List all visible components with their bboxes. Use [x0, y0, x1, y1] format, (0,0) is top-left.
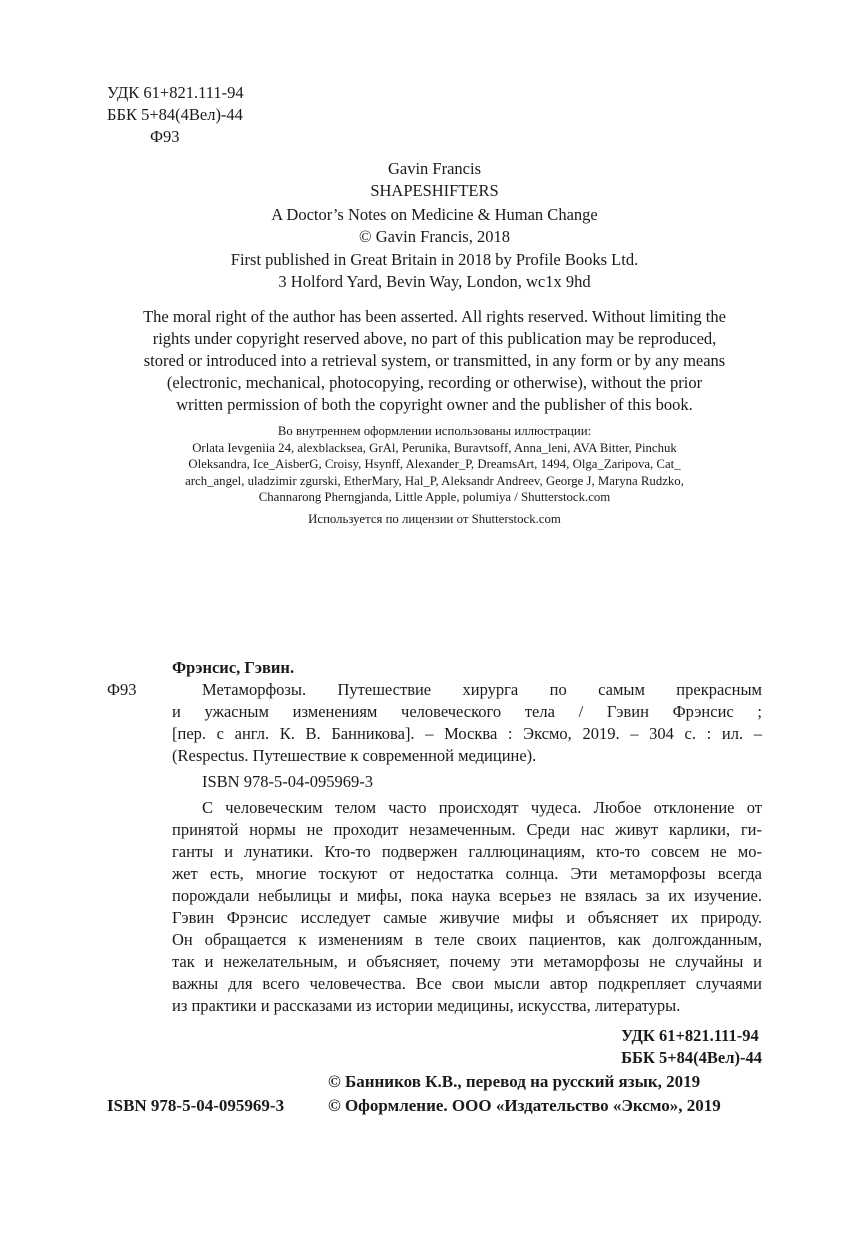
original-author: Gavin Francis: [387, 159, 482, 178]
rights-notice: [100, 306, 769, 416]
annotation-line: так и нежелательным, и объясняет, почему эти метаморфозы не случайны и: [172, 952, 762, 971]
annotation-line: Гэвин Фрэнсис исследует самые живучие мифы и объясняет их природу.: [172, 908, 762, 927]
annotation-line: жет есть, многие тоскуют от недостатка солнца. Эти метаморфозы всегда: [172, 864, 762, 883]
annotation: [172, 797, 762, 1017]
catalog-line: и ужасным изменениям человеческого тела / Гэвин Фрэнсис ;: [172, 702, 762, 721]
credits-line: Orlata Ievgeniia 24, alexblacksea, GrAl, Perunika, Buravtsoff, Anna_leni, AVA Bitter, Pinchuk: [192, 440, 677, 455]
rights-line: rights under copyright reserved above, no part of this publication may be reproduced,: [152, 329, 717, 348]
footer-codes: [621, 1025, 762, 1069]
rights-line: stored or introduced into a retrieval system, or transmitted, in any form or by any means: [143, 351, 726, 370]
footer-udk: УДК 61+821.111-94: [621, 1026, 759, 1045]
rights-line: The moral right of the author has been asserted. All rights reserved. Without limiting the: [143, 307, 726, 326]
rights-line: written permission of both the copyright owner and the publisher of this book.: [176, 395, 693, 414]
footer-bbk: ББК 5+84(4Вел)-44: [621, 1048, 762, 1067]
catalog-author: Фрэнсис, Гэвин.: [172, 658, 295, 677]
annotation-line: ганты и лунатики. Кто-то подвержен галлюцинациям, кто-то совсем не мо-: [172, 842, 762, 861]
catalog-line: (Respectus. Путешествие к современной медицине).: [172, 746, 537, 765]
catalog-sign: Ф93: [107, 680, 137, 699]
translation-copyright: © Банников К.В., перевод на русский язык, 2019: [328, 1072, 701, 1091]
rights-line: (electronic, mechanical, photocopying, recording or otherwise), without the prior: [166, 373, 703, 392]
catalog-isbn: ISBN 978-5-04-095969-3: [202, 772, 373, 791]
annotation-line: порождали небылицы и мифы, пока наука всерьез не взялась за их изучение.: [172, 886, 762, 905]
license-note: Используется по лицензии от Shutterstock.com: [308, 511, 561, 526]
credits-line: arch_angel, uladzimir zgurski, EtherMary, Hal_P, Aleksandr Andreev, George J, Maryna Rudzko,: [185, 473, 684, 488]
annotation-line: принятой нормы не проходит незамеченным. Среди нас живут карлики, ги-: [172, 820, 762, 839]
catalog-record: [172, 679, 762, 793]
illustrations-heading: Во внутреннем оформлении использованы иллюстрации:: [277, 424, 592, 438]
annotation-line: С человеческим телом часто происходят чудеса. Любое отклонение от: [202, 798, 762, 817]
publisher-address: 3 Holford Yard, Bevin Way, London, wc1x 9hd: [278, 272, 591, 291]
first-published: First published in Great Britain in 2018 by Profile Books Ltd.: [230, 250, 639, 269]
author-sign: Ф93: [150, 127, 180, 146]
design-copyright: © Оформление. ООО «Издательство «Эксмо», 2019: [328, 1096, 721, 1115]
original-copyright: © Gavin Francis, 2018: [359, 227, 510, 246]
header-codes: [107, 82, 244, 148]
annotation-line: Он обращается к изменениям в теле своих пациентов, как долгожданным,: [172, 930, 762, 949]
illustration-credits: [100, 423, 769, 527]
original-title: SHAPESHIFTERS: [370, 181, 499, 200]
credits-line: Channarong Pherngjanda, Little Apple, polumiya / Shutterstock.com: [258, 490, 611, 504]
annotation-line: из практики и рассказами из истории медицины, искусства, литературы.: [172, 996, 681, 1015]
original-subtitle: A Doctor’s Notes on Medicine & Human Change: [271, 205, 598, 224]
catalog-line: [пер. с англ. К. В. Банникова]. – Москва : Эксмо, 2019. – 304 с. : ил. –: [172, 724, 762, 743]
original-edition-info: [107, 158, 762, 293]
bbk-code: ББК 5+84(4Вел)-44: [107, 105, 243, 124]
catalog-line: Метаморфозы. Путешествие хирурга по самым прекрасным: [202, 680, 762, 699]
annotation-line: важны для всего человечества. Все свои мысли автор подкрепляет случаями: [172, 974, 762, 993]
footer-isbn: ISBN 978-5-04-095969-3: [107, 1096, 285, 1115]
udk-code: УДК 61+821.111-94: [107, 83, 244, 102]
credits-line: Oleksandra, Ice_AisberG, Croisy, Hsynff, Alexander_P, DreamsArt, 1494, Olga_Zaripova, Cat_: [188, 457, 681, 471]
